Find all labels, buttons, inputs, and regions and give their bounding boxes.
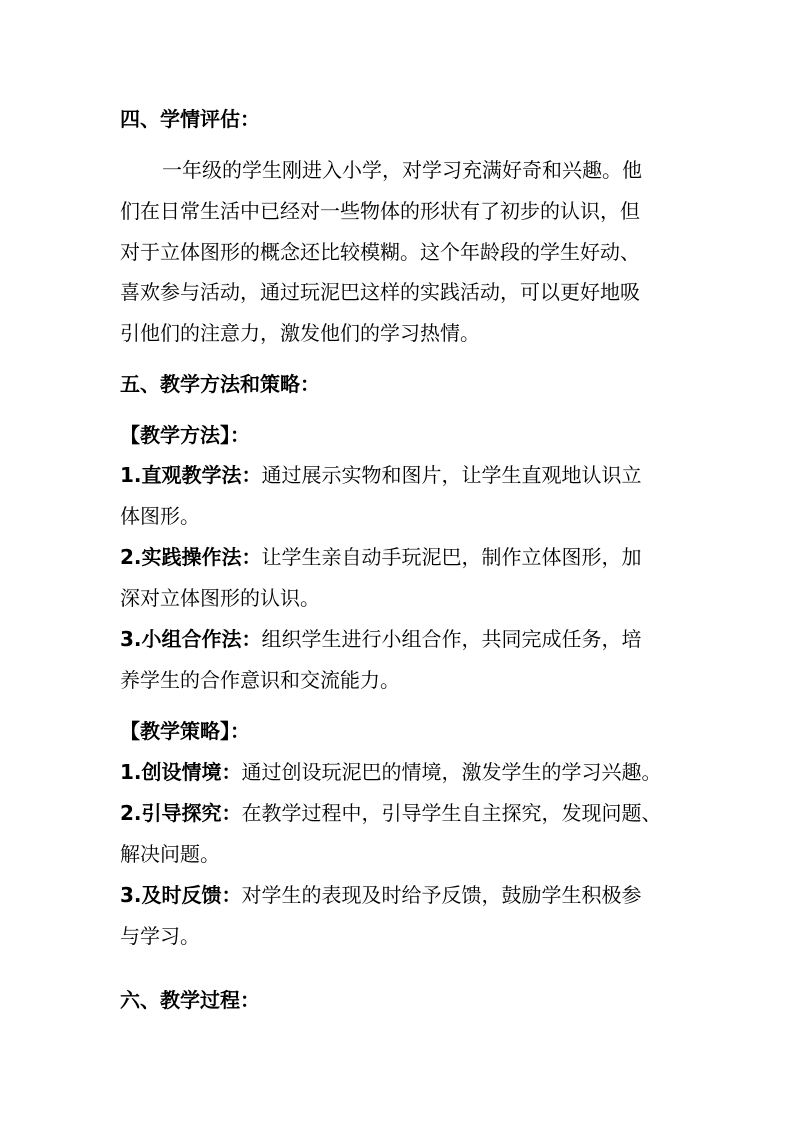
method-item-3-cont: 养学生的合作意识和交流能力。 [120, 668, 400, 692]
method-text: 让学生亲自动手玩泥巴，制作立体图形，加 [261, 545, 642, 569]
method-item-2-cont: 深对立体图形的认识。 [120, 586, 320, 610]
method-item-1-cont: 体图形。 [120, 504, 200, 528]
method-term: 3.小组合作法： [120, 627, 262, 651]
section-heading-4: 四、学情评估： [120, 107, 260, 131]
strategy-text: 对学生的表现及时给予反馈，鼓励学生积极参 [241, 883, 642, 907]
paragraph-line: 对于立体图形的概念还比较模糊。这个年龄段的学生好动、 [120, 240, 640, 264]
strategy-text: 在教学过程中，引导学生自主探究，发现问题、 [241, 801, 662, 825]
paragraph-line: 引他们的注意力，激发他们的学习热情。 [120, 321, 480, 345]
section-heading-6: 六、教学过程： [120, 988, 260, 1012]
strategy-item-3-cont: 与学习。 [120, 924, 200, 948]
method-item-1 [120, 461, 642, 489]
methods-title: 【教学方法】： [120, 423, 250, 447]
method-text: 通过展示实物和图片，让学生直观地认识立 [261, 463, 642, 487]
method-term: 2.实践操作法： [120, 545, 262, 569]
strategy-term: 3.及时反馈： [120, 883, 242, 907]
paragraph-line: 一年级的学生刚进入小学，对学习充满好奇和兴趣。他 [162, 158, 642, 182]
section-heading-5: 五、教学方法和策略： [120, 372, 320, 396]
strategy-text: 通过创设玩泥巴的情境，激发学生的学习兴趣。 [241, 760, 662, 784]
paragraph-line: 喜欢参与活动，通过玩泥巴这样的实践活动，可以更好地吸 [120, 280, 640, 304]
strategies-title: 【教学策略】： [120, 719, 250, 743]
strategy-item-2-cont: 解决问题。 [120, 842, 220, 866]
strategy-term: 1.创设情境： [120, 760, 242, 784]
method-text: 组织学生进行小组合作，共同完成任务，培 [261, 627, 642, 651]
strategy-item-2 [120, 799, 662, 827]
method-item-3 [120, 625, 642, 653]
method-item-2 [120, 543, 642, 571]
method-term: 1.直观教学法： [120, 463, 262, 487]
paragraph-line: 们在日常生活中已经对一些物体的形状有了初步的认识，但 [120, 199, 640, 223]
strategy-item-3 [120, 881, 642, 909]
strategy-term: 2.引导探究： [120, 801, 242, 825]
strategy-item-1 [120, 758, 662, 786]
